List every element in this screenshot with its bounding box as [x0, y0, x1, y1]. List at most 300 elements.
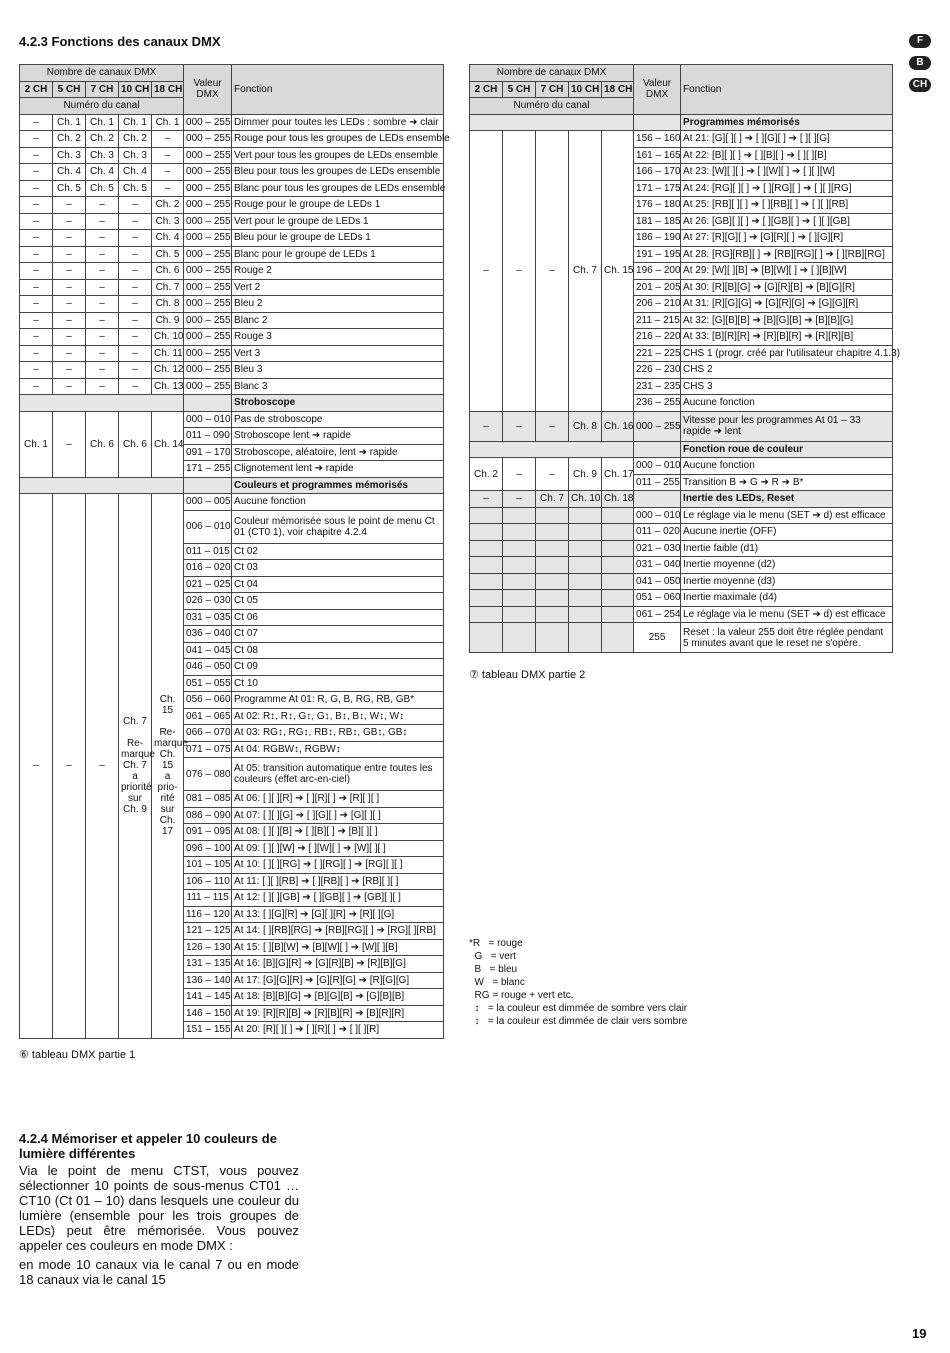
table-cell [536, 623, 569, 653]
table-cell: 056 – 060 [184, 692, 232, 709]
table-cell: – [86, 230, 119, 247]
table-cell: Ch. 8 [569, 411, 602, 441]
table-cell: 011 – 255 [634, 474, 681, 491]
table-cell: Ch. 18 [602, 491, 634, 508]
table-cell: Ch. 4 [86, 164, 119, 181]
table-cell: 101 – 105 [184, 857, 232, 874]
table-cell: Ch. 12 [152, 362, 184, 379]
table-cell: Blanc 3 [232, 378, 444, 395]
table-cell [20, 395, 184, 412]
table-cell: 081 – 085 [184, 791, 232, 808]
table-cell: 041 – 045 [184, 642, 232, 659]
table-cell: – [119, 279, 152, 296]
table-cell: Couleur mémorisée sous le point de menu Ct 01 (CT0 1), voir chapitre 4.2.4 [232, 510, 444, 543]
table-cell [470, 114, 634, 131]
table-cell: Bleu pour le groupe de LEDs 1 [232, 230, 444, 247]
table-row [20, 164, 444, 181]
table-cell [569, 524, 602, 541]
table-cell: 000 – 255 [184, 147, 232, 164]
table-cell: 000 – 255 [184, 279, 232, 296]
table-cell: 061 – 065 [184, 708, 232, 725]
table-cell: – [20, 180, 53, 197]
table-cell: – [20, 213, 53, 230]
table-cell: At 07: [ ][ ][G] ➔ [ ][G][ ] ➔ [G][ ][ ] [232, 807, 444, 824]
table-cell [470, 606, 503, 623]
table-cell: CHS 1 (progr. créé par l'utilisateur chapitre 4.1.3) [681, 345, 893, 362]
table-row [20, 411, 444, 428]
table-cell: At 24: [RG][ ][ ] ➔ [ ][RG][ ] ➔ [ ][ ][RG] [681, 180, 893, 197]
table-cell [536, 524, 569, 541]
table-cell: Nombre de canaux DMX [20, 65, 184, 82]
table-cell: 156 – 160 [634, 131, 681, 148]
table-cell: Ch. 5 [86, 180, 119, 197]
table-cell: – [119, 378, 152, 395]
table-cell: – [119, 312, 152, 329]
table-row [20, 114, 444, 131]
table-cell: – [53, 378, 86, 395]
table-cell: At 20: [R][ ][ ] ➔ [ ][R][ ] ➔ [ ][ ][R] [232, 1022, 444, 1039]
table-row [470, 524, 893, 541]
table-row [20, 230, 444, 247]
table-cell: Programme At 01: R, G, B, RG, RB, GB* [232, 692, 444, 709]
table-cell: Ch. 16 [602, 411, 634, 441]
table-cell: At 11: [ ][ ][RB] ➔ [ ][RB][ ] ➔ [RB][ ][ ] [232, 873, 444, 890]
table-cell: – [119, 296, 152, 313]
table-cell [503, 606, 536, 623]
table-cell: Blanc pour tous les groupes de LEDs ensemble [232, 180, 444, 197]
table-cell: 18 CH [152, 81, 184, 98]
table-cell: – [86, 279, 119, 296]
table-cell: Ch. 1 [20, 411, 53, 477]
table-cell [602, 524, 634, 541]
table-cell: – [119, 263, 152, 280]
table-cell [602, 590, 634, 607]
table-cell: Ch. 6 [86, 411, 119, 477]
table-row [20, 131, 444, 148]
table-cell: Nombre de canaux DMX [470, 65, 634, 82]
table-cell: – [86, 312, 119, 329]
table-cell: Rouge 3 [232, 329, 444, 346]
table-cell: 255 [634, 623, 681, 653]
table-cell [569, 507, 602, 524]
table-cell: Ct 08 [232, 642, 444, 659]
table-row [470, 557, 893, 574]
table-cell [536, 557, 569, 574]
table-cell: 000 – 255 [184, 362, 232, 379]
table-row [20, 345, 444, 362]
table-cell: – [53, 296, 86, 313]
table-cell: Ch. 2 [119, 131, 152, 148]
table-cell: 031 – 040 [634, 557, 681, 574]
table-cell: At 10: [ ][ ][RG] ➔ [ ][RG][ ] ➔ [RG][ ][ ] [232, 857, 444, 874]
color-legend [469, 937, 687, 1028]
table-cell [20, 477, 184, 494]
table-cell: 000 – 005 [184, 494, 232, 511]
table-cell: Valeur DMX [184, 65, 232, 115]
table-row [20, 197, 444, 214]
table-cell: 000 – 255 [184, 131, 232, 148]
table-cell: 126 – 130 [184, 939, 232, 956]
table-cell: 106 – 110 [184, 873, 232, 890]
table-cell: Vitesse pour les programmes At 01 – 33 rapide ➜ lent [681, 411, 893, 441]
table-cell: At 30: [R][B][G] ➔ [G][R][B] ➔ [B][G][R] [681, 279, 893, 296]
table-cell: 041 – 050 [634, 573, 681, 590]
table-cell [602, 507, 634, 524]
table-cell: – [503, 411, 536, 441]
table-cell [503, 590, 536, 607]
table-cell: – [20, 230, 53, 247]
table-cell: At 04: RGBW↕, RGBW↕ [232, 741, 444, 758]
lang-tab-b[interactable]: B [909, 56, 931, 70]
table-cell: 021 – 025 [184, 576, 232, 593]
table-cell: At 05: transition automatique entre toutes les couleurs (effet arc-en-ciel) [232, 758, 444, 791]
table-cell [569, 573, 602, 590]
table-cell: 5 CH [503, 81, 536, 98]
table-cell: CHS 2 [681, 362, 893, 379]
table-row [20, 312, 444, 329]
table-cell: At 18: [B][B][G] ➔ [B][G][B] ➔ [G][B][B] [232, 989, 444, 1006]
table-cell: 161 – 165 [634, 147, 681, 164]
table-cell: 051 – 055 [184, 675, 232, 692]
table-cell: 000 – 255 [184, 213, 232, 230]
table-cell: 036 – 040 [184, 626, 232, 643]
table-cell: Stroboscope, aléatoire, lent ➜ rapide [232, 444, 444, 461]
table-cell: Ch. 9 [152, 312, 184, 329]
table-cell: Reset : la valeur 255 doit être réglée pendant 5 minutes avant que le reset ne s'opère. [681, 623, 893, 653]
language-tabs [909, 34, 933, 100]
table-cell: 5 CH [53, 81, 86, 98]
lang-tab-ch[interactable]: CH [909, 78, 931, 92]
table-cell: – [86, 263, 119, 280]
table-cell [470, 540, 503, 557]
table-cell: 131 – 135 [184, 956, 232, 973]
table-cell [503, 524, 536, 541]
table-cell: – [53, 246, 86, 263]
table-cell: Inertie des LEDs, Reset [681, 491, 893, 508]
table-cell: Rouge 2 [232, 263, 444, 280]
table-cell: Ch. 6 [152, 263, 184, 280]
table-cell: – [53, 279, 86, 296]
table-cell: Ch. 2 [53, 131, 86, 148]
table-cell: 000 – 255 [184, 263, 232, 280]
table-cell: Inertie maximale (d4) [681, 590, 893, 607]
legend-line: W = blanc [469, 977, 525, 988]
table-cell: Bleu 3 [232, 362, 444, 379]
table-cell: – [86, 329, 119, 346]
table-cell: 000 – 255 [184, 114, 232, 131]
table-cell: – [20, 114, 53, 131]
table-cell: Ct 04 [232, 576, 444, 593]
table-cell: 071 – 075 [184, 741, 232, 758]
table-cell: Fonction [681, 65, 893, 115]
table-cell: 191 – 195 [634, 246, 681, 263]
table-cell: 061 – 254 [634, 606, 681, 623]
table-cell: 000 – 010 [184, 411, 232, 428]
table-cell: – [86, 378, 119, 395]
table-cell: – [470, 411, 503, 441]
legend-line: B = bleu [469, 964, 518, 975]
table-cell: Rouge pour tous les groupes de LEDs ensemble [232, 131, 444, 148]
table-cell: 7 CH [536, 81, 569, 98]
table-cell: At 03: RG↕, RG↕, RB↕, RB↕, GB↕, GB↕ [232, 725, 444, 742]
table-cell: 000 – 255 [184, 230, 232, 247]
table-cell: 231 – 235 [634, 378, 681, 395]
table-row [20, 395, 444, 412]
table-cell: At 22: [B][ ][ ] ➔ [ ][B][ ] ➔ [ ][ ][B] [681, 147, 893, 164]
table-cell: Aucune fonction [232, 494, 444, 511]
table-cell [184, 395, 232, 412]
table-cell [470, 573, 503, 590]
table-cell: – [53, 213, 86, 230]
table-cell: 211 – 215 [634, 312, 681, 329]
table-cell: Numéro du canal [20, 98, 184, 115]
table-cell: Ch. 5 [119, 180, 152, 197]
table-cell: At 25: [RB][ ][ ] ➔ [ ][RB][ ] ➔ [ ][ ][RB] [681, 197, 893, 214]
table-cell: CHS 3 [681, 378, 893, 395]
table-cell: – [86, 213, 119, 230]
table-cell: 000 – 255 [184, 312, 232, 329]
table-cell: Ch. 1 [86, 114, 119, 131]
table-row [470, 540, 893, 557]
table-cell: – [152, 147, 184, 164]
table-cell: 10 CH [569, 81, 602, 98]
table-row [20, 147, 444, 164]
table-cell: Ch. 15 Re- marque Ch. 15 a prio- rité sur Ch. 17 [152, 494, 184, 1039]
table-cell: Ch. 13 [152, 378, 184, 395]
table-cell: – [53, 263, 86, 280]
table-cell: Ch. 17 [602, 458, 634, 491]
table-cell: – [536, 131, 569, 412]
table-cell: 186 – 190 [634, 230, 681, 247]
table-cell: Aucune inertie (OFF) [681, 524, 893, 541]
table-cell: 046 – 050 [184, 659, 232, 676]
table-cell: 116 – 120 [184, 906, 232, 923]
table-caption-2: ⑦ tableau DMX partie 2 [469, 669, 586, 681]
table-cell: – [53, 362, 86, 379]
table-cell: Ch. 14 [152, 411, 184, 477]
table-cell: Couleurs et programmes mémorisés [232, 477, 444, 494]
table-row [20, 329, 444, 346]
table-cell: 111 – 115 [184, 890, 232, 907]
table-cell: Ct 03 [232, 560, 444, 577]
table-cell: – [536, 458, 569, 491]
table-cell: Programmes mémorisés [681, 114, 893, 131]
legend-line: RG = rouge + vert etc. [469, 990, 574, 1001]
table-cell: – [119, 230, 152, 247]
lang-tab-f[interactable]: F [909, 34, 931, 48]
table-cell: Ch. 11 [152, 345, 184, 362]
table-cell [503, 573, 536, 590]
table-cell: – [503, 491, 536, 508]
table-row [20, 279, 444, 296]
table-row [470, 131, 893, 148]
table-cell: At 33: [B][R][R] ➔ [R][B][R] ➔ [R][R][B] [681, 329, 893, 346]
table-cell: 000 – 255 [184, 246, 232, 263]
table-cell: Ch. 4 [119, 164, 152, 181]
table-row [20, 296, 444, 313]
table-cell: – [86, 345, 119, 362]
table-cell: 000 – 010 [634, 458, 681, 475]
table-cell: Ch. 6 [119, 411, 152, 477]
table-cell: 000 – 255 [184, 378, 232, 395]
table-cell: – [20, 197, 53, 214]
table-cell: – [86, 296, 119, 313]
table-cell: – [86, 197, 119, 214]
table-row [20, 494, 444, 511]
table-cell: 000 – 255 [184, 345, 232, 362]
table-cell: – [86, 494, 119, 1039]
table-cell: 236 – 255 [634, 395, 681, 412]
table-cell [569, 623, 602, 653]
table-cell: – [86, 362, 119, 379]
table-cell: Ct 06 [232, 609, 444, 626]
table-cell: Fonction roue de couleur [681, 441, 893, 458]
table-cell [569, 540, 602, 557]
table-cell: 051 – 060 [634, 590, 681, 607]
table-cell: At 08: [ ][ ][B] ➔ [ ][B][ ] ➔ [B][ ][ ] [232, 824, 444, 841]
table-cell: 216 – 220 [634, 329, 681, 346]
table-cell: At 28: [RG][RB][ ] ➔ [RB][RG][ ] ➔ [ ][RB][RG] [681, 246, 893, 263]
table-cell: 086 – 090 [184, 807, 232, 824]
table-cell [503, 623, 536, 653]
table-cell: Ch. 1 [119, 114, 152, 131]
table-cell: – [20, 312, 53, 329]
table-cell: 000 – 255 [184, 164, 232, 181]
table-cell: Rouge pour le groupe de LEDs 1 [232, 197, 444, 214]
table-row [20, 65, 444, 82]
table-cell: Ch. 1 [53, 114, 86, 131]
table-cell [536, 540, 569, 557]
table-cell: At 17: [G][G][R] ➔ [G][R][G] ➔ [R][G][G] [232, 972, 444, 989]
table-cell [470, 557, 503, 574]
table-cell: 011 – 015 [184, 543, 232, 560]
table-cell: Vert 3 [232, 345, 444, 362]
table-cell: Ch. 3 [53, 147, 86, 164]
table-cell: Vert pour le groupe de LEDs 1 [232, 213, 444, 230]
table-cell: At 32: [G][B][B] ➔ [B][G][B] ➔ [B][B][G] [681, 312, 893, 329]
table-cell: Ch. 7 [569, 131, 602, 412]
table-cell: Blanc 2 [232, 312, 444, 329]
table-cell: Ch. 3 [152, 213, 184, 230]
table-cell: Ct 10 [232, 675, 444, 692]
table-cell: At 09: [ ][ ][W] ➔ [ ][W][ ] ➔ [W][ ][ ] [232, 840, 444, 857]
table-cell: 141 – 145 [184, 989, 232, 1006]
table-cell: – [119, 197, 152, 214]
section-424-title: 4.2.4 Mémoriser et appeler 10 couleurs de lumière différentes [19, 1131, 277, 1161]
table-caption-1: ⑥ tableau DMX partie 1 [19, 1049, 136, 1061]
table-cell: Inertie faible (d1) [681, 540, 893, 557]
table-cell: 206 – 210 [634, 296, 681, 313]
table-cell: Ct 02 [232, 543, 444, 560]
table-cell: 171 – 255 [184, 461, 232, 478]
table-cell: 201 – 205 [634, 279, 681, 296]
table-cell: – [20, 164, 53, 181]
table-row [20, 378, 444, 395]
table-cell: Ch. 15 [602, 131, 634, 412]
legend-line: ↕ = la couleur est dimmée de clair vers sombre [469, 1016, 688, 1027]
table-cell: 146 – 150 [184, 1005, 232, 1022]
table-cell [634, 441, 681, 458]
table-cell: – [53, 411, 86, 477]
table-cell: 10 CH [119, 81, 152, 98]
table-cell: – [20, 279, 53, 296]
table-cell: – [20, 147, 53, 164]
table-cell [569, 590, 602, 607]
table-cell: 011 – 020 [634, 524, 681, 541]
table-cell [536, 573, 569, 590]
legend-line: G = vert [469, 951, 516, 962]
table-cell: 221 – 225 [634, 345, 681, 362]
table-cell: – [536, 411, 569, 441]
table-cell: – [119, 213, 152, 230]
table-cell: 181 – 185 [634, 213, 681, 230]
table-cell: 171 – 175 [634, 180, 681, 197]
table-cell: – [470, 131, 503, 412]
table-cell: Numéro du canal [470, 98, 634, 115]
table-row [470, 491, 893, 508]
table-cell: 011 – 090 [184, 428, 232, 445]
table-cell [602, 573, 634, 590]
table-cell: 096 – 100 [184, 840, 232, 857]
table-cell: Ch. 10 [569, 491, 602, 508]
table-cell [536, 606, 569, 623]
table-cell: 026 – 030 [184, 593, 232, 610]
table-cell [536, 507, 569, 524]
table-row [20, 263, 444, 280]
table-cell: 016 – 020 [184, 560, 232, 577]
table-cell: Ch. 10 [152, 329, 184, 346]
table-cell: – [53, 312, 86, 329]
table-cell: Aucune fonction [681, 458, 893, 475]
table-cell [470, 507, 503, 524]
table-cell: Le réglage via le menu (SET ➔ d) est efficace [681, 507, 893, 524]
table-cell: 176 – 180 [634, 197, 681, 214]
table-cell: 166 – 170 [634, 164, 681, 181]
section-title: 4.2.3 Fonctions des canaux DMX [19, 34, 221, 49]
table-row [470, 606, 893, 623]
table-cell: – [20, 329, 53, 346]
table-cell [503, 540, 536, 557]
dmx-table-part-2 [469, 64, 901, 653]
table-cell: At 21: [G][ ][ ] ➔ [ ][G][ ] ➔ [ ][ ][G] [681, 131, 893, 148]
table-cell: 091 – 170 [184, 444, 232, 461]
table-cell: 2 CH [470, 81, 503, 98]
table-cell: Ch. 3 [86, 147, 119, 164]
table-cell: – [20, 345, 53, 362]
table-cell [569, 606, 602, 623]
table-cell: – [20, 362, 53, 379]
table-cell: 076 – 080 [184, 758, 232, 791]
table-cell: At 06: [ ][ ][R] ➔ [ ][R][ ] ➔ [R][ ][ ] [232, 791, 444, 808]
table-cell: At 16: [B][G][R] ➔ [G][R][B] ➔ [R][B][G] [232, 956, 444, 973]
table-cell: Stroboscope [232, 395, 444, 412]
table-cell: Transition B ➜ G ➜ R ➜ B* [681, 474, 893, 491]
table-row [20, 213, 444, 230]
table-cell: Blanc pour le groupe de LEDs 1 [232, 246, 444, 263]
table-cell [634, 491, 681, 508]
table-cell: Ct 07 [232, 626, 444, 643]
table-cell [503, 507, 536, 524]
table-cell: Bleu 2 [232, 296, 444, 313]
table-row [20, 477, 444, 494]
table-cell: At 19: [R][R][B] ➔ [R][B][R] ➔ [B][R][R] [232, 1005, 444, 1022]
table-cell: Ch. 8 [152, 296, 184, 313]
legend-line: ↕ = la couleur est dimmée de sombre vers clair [469, 1003, 688, 1014]
table-cell [470, 623, 503, 653]
table-cell: Inertie moyenne (d3) [681, 573, 893, 590]
table-cell: – [20, 494, 53, 1039]
table-cell: Ch. 2 [152, 197, 184, 214]
